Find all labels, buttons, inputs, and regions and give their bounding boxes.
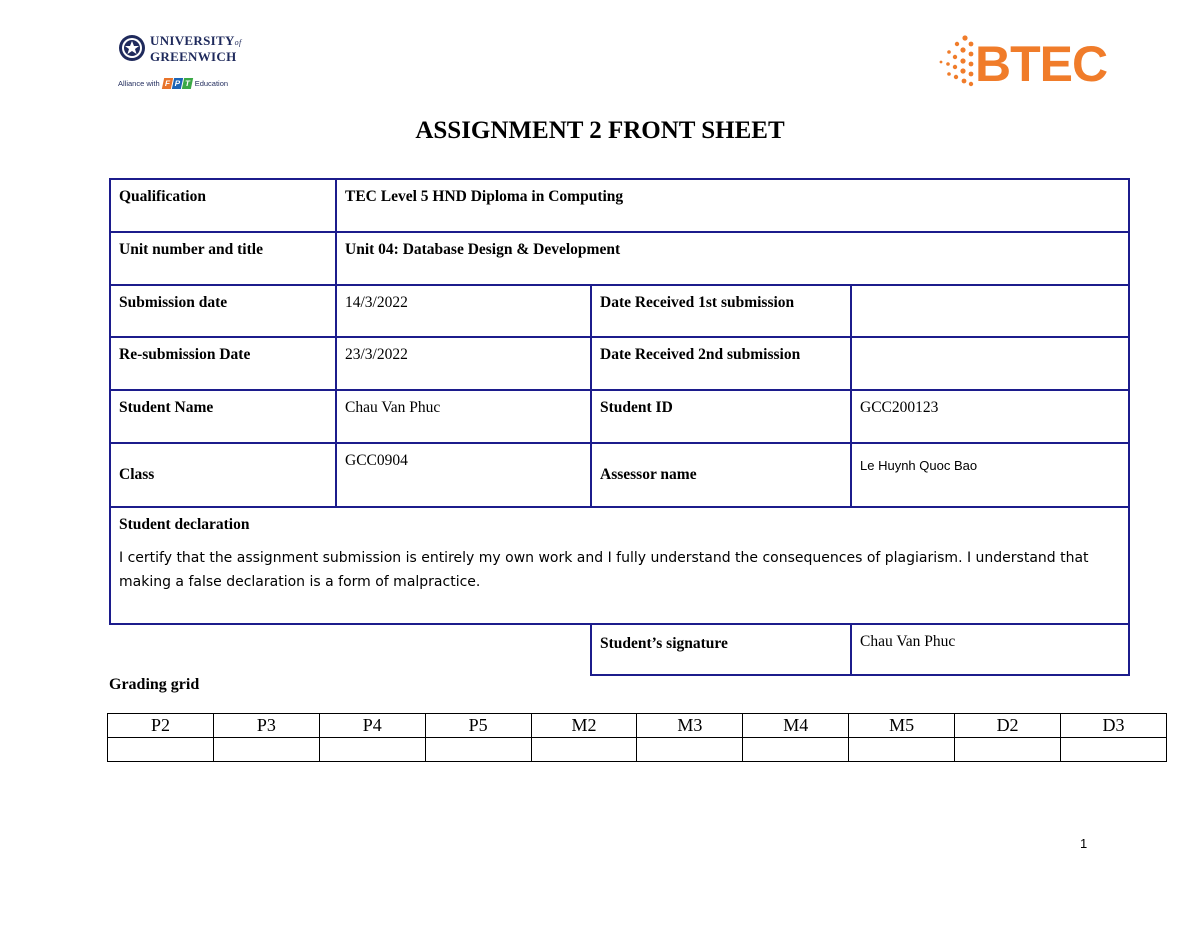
fpt-letter-p: P — [172, 78, 183, 89]
grade-header-p5: P5 — [425, 714, 531, 738]
declaration-row — [110, 507, 1129, 624]
resubmission-date-value: 23/3/2022 — [336, 337, 591, 390]
grade-header-p4: P4 — [319, 714, 425, 738]
grade-header-m5: M5 — [849, 714, 955, 738]
grade-cell-d2 — [955, 738, 1061, 762]
qualification-label: Qualification — [110, 179, 336, 232]
grading-grid-value-row — [108, 738, 1167, 762]
education-text: Education — [194, 79, 229, 88]
grade-header-m2: M2 — [531, 714, 637, 738]
greenwich-name — [150, 34, 241, 64]
grade-cell-p2 — [108, 738, 214, 762]
assessor-name-value: Le Huynh Quoc Bao — [851, 443, 1129, 507]
class-value: GCC0904 — [336, 443, 591, 507]
grade-cell-d3 — [1061, 738, 1167, 762]
btec-logo — [935, 32, 1125, 96]
grade-header-d3: D3 — [1061, 714, 1167, 738]
grading-grid-table — [107, 713, 1167, 762]
unit-row — [110, 232, 1129, 285]
grading-grid-label: Grading grid — [109, 676, 200, 693]
resubmission-date-label: Re-submission Date — [110, 337, 336, 390]
declaration-text: I certify that the assignment submission is entirely my own work and I fully understand the consequences of plagiarism. I understand that making a false declaration is a form of malpractice. — [119, 550, 1089, 590]
grade-header-p3: P3 — [213, 714, 319, 738]
grade-cell-m5 — [849, 738, 955, 762]
grade-header-m3: M3 — [637, 714, 743, 738]
greenwich-name-line2: GREENWICH — [150, 49, 237, 64]
student-id-label: Student ID — [591, 390, 851, 443]
university-of-greenwich-logo — [118, 34, 258, 94]
grade-header-m4: M4 — [743, 714, 849, 738]
unit-value: Unit 04: Database Design & Development — [336, 232, 1129, 285]
student-row — [110, 390, 1129, 443]
grade-cell-p3 — [213, 738, 319, 762]
class-row — [110, 443, 1129, 507]
submission-date-label: Submission date — [110, 285, 336, 337]
resubmission-row — [110, 337, 1129, 390]
alliance-text: Alliance with — [118, 79, 160, 88]
student-name-label: Student Name — [110, 390, 336, 443]
btec-wordmark: BTEC — [975, 36, 1108, 92]
submission-date-value: 14/3/2022 — [336, 285, 591, 337]
fpt-logo — [163, 78, 192, 89]
grade-cell-m3 — [637, 738, 743, 762]
fpt-alliance — [118, 78, 228, 89]
signature-row — [110, 624, 1129, 675]
grade-cell-p5 — [425, 738, 531, 762]
qualification-value: TEC Level 5 HND Diploma in Computing — [336, 179, 1129, 232]
student-name-value: Chau Van Phuc — [336, 390, 591, 443]
signature-row-spacer — [110, 624, 591, 675]
student-declaration — [110, 507, 1129, 624]
grade-cell-m2 — [531, 738, 637, 762]
date-received-2-value — [851, 337, 1129, 390]
fpt-letter-f: F — [162, 78, 173, 89]
greenwich-seal-icon — [118, 34, 146, 62]
qualification-row — [110, 179, 1129, 232]
student-id-value: GCC200123 — [851, 390, 1129, 443]
fpt-letter-t: T — [182, 78, 193, 89]
student-signature-value: Chau Van Phuc — [851, 624, 1129, 675]
grading-grid-header-row — [108, 714, 1167, 738]
greenwich-name-line1: UNIVERSITY — [150, 33, 235, 48]
greenwich-name-of: of — [234, 38, 242, 47]
date-received-1-label: Date Received 1st submission — [591, 285, 851, 337]
btec-dots-icon — [935, 32, 975, 92]
submission-row — [110, 285, 1129, 337]
date-received-2-label: Date Received 2nd submission — [591, 337, 851, 390]
unit-label: Unit number and title — [110, 232, 336, 285]
grade-cell-p4 — [319, 738, 425, 762]
front-sheet-table — [109, 178, 1130, 676]
grade-cell-m4 — [743, 738, 849, 762]
class-label: Class — [110, 443, 336, 507]
document-title: ASSIGNMENT 2 FRONT SHEET — [415, 117, 785, 144]
grade-header-d2: D2 — [955, 714, 1061, 738]
grade-header-p2: P2 — [108, 714, 214, 738]
page-number: 1 — [1080, 836, 1088, 851]
declaration-heading: Student declaration — [119, 516, 250, 533]
date-received-1-value — [851, 285, 1129, 337]
student-signature-label: Student’s signature — [591, 624, 851, 675]
assessor-name-label: Assessor name — [591, 443, 851, 507]
